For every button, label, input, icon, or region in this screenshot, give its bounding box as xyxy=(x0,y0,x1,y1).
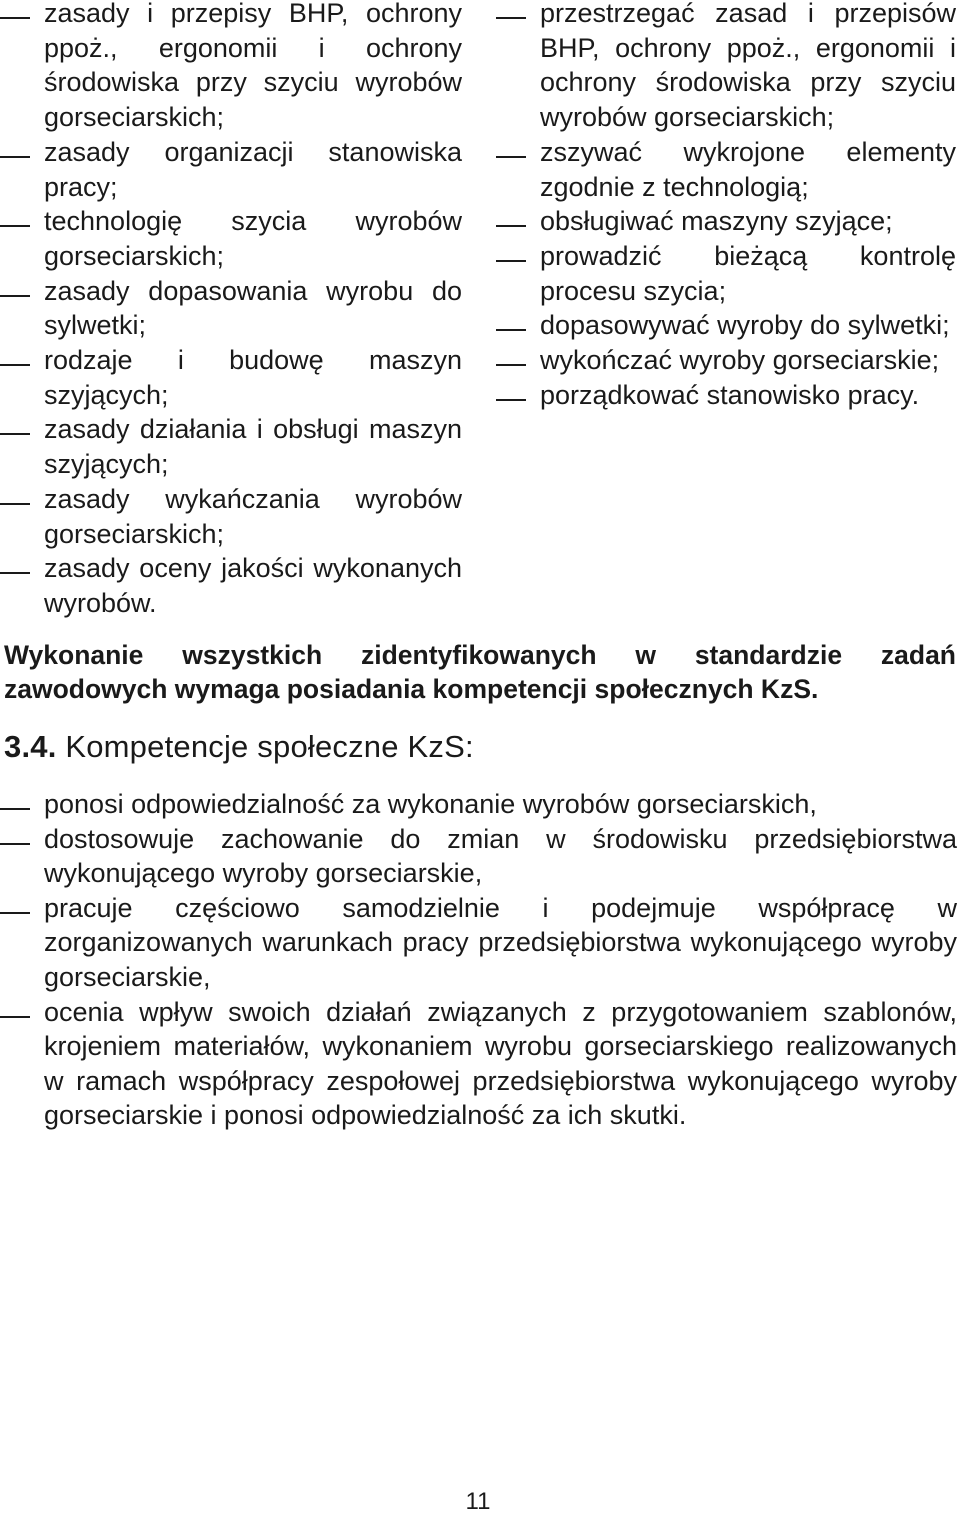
list-item-text: dostosowuje zachowanie do zmian w środowisku przedsiębiorstwa wykonującego wyroby gorseciarskie, xyxy=(44,823,957,889)
dash-bullet xyxy=(496,364,526,366)
list-item xyxy=(0,343,462,412)
list-item xyxy=(0,891,957,995)
list-item-text: wykończać wyroby gorseciarskie; xyxy=(540,345,940,376)
dash-bullet xyxy=(496,329,526,331)
list-item-text: zasady dopasowania wyrobu do sylwetki; xyxy=(44,275,462,341)
list-item xyxy=(0,274,462,343)
list-item xyxy=(0,482,462,551)
list-item xyxy=(0,551,462,620)
list-item xyxy=(0,787,957,822)
list-item xyxy=(496,239,956,308)
dash-bullet xyxy=(496,156,526,158)
list-item xyxy=(0,135,462,204)
list-item-text: pracuje częściowo samodzielnie i podejmuje współpracę w zorganizowanych warunkach pracy przedsiębiorstwa wykonującego wyroby gorseciarskie, xyxy=(44,892,957,992)
list-item-text: porządkować stanowisko pracy. xyxy=(540,379,920,410)
dash-bullet xyxy=(0,1016,30,1018)
list-item-text: zszywać wykrojone elementy zgodnie z technologią; xyxy=(540,136,956,202)
page-number: 11 xyxy=(465,1488,491,1515)
list-item-text: ponosi odpowiedzialność za wykonanie wyrobów gorseciarskich, xyxy=(44,789,817,819)
list-item xyxy=(496,308,956,343)
list-item xyxy=(496,204,956,239)
dash-bullet xyxy=(0,156,30,158)
list-item xyxy=(496,135,956,204)
list-item xyxy=(0,0,462,135)
list-item xyxy=(0,995,957,1133)
skills-list xyxy=(496,0,956,412)
dash-bullet xyxy=(0,433,30,435)
dash-bullet xyxy=(0,912,30,914)
list-item-text: zasady wykańczania wyrobów gorseciarskich; xyxy=(44,483,462,549)
list-item-text: zasady oceny jakości wykonanych wyrobów. xyxy=(44,553,462,618)
dash-bullet xyxy=(0,808,30,810)
dash-bullet xyxy=(0,225,30,227)
dash-bullet xyxy=(0,503,30,505)
list-item-text: zasady działania i obsługi maszyn szyjących; xyxy=(44,414,462,480)
list-item xyxy=(0,412,462,481)
list-item-text: ocenia wpływ swoich działań związanych z przygotowaniem szablonów, krojeniem materiałów, wykonaniem wyrobu gorseciarskiego realizowanych w ramach współpracy zespołowej przedsiębiorstwa wykonującego wyroby gorseciarskie i ponosi odpowiedzialność za ich skutki. xyxy=(44,996,957,1131)
list-item xyxy=(496,343,956,378)
list-item xyxy=(496,378,956,413)
list-item-text: przestrzegać zasad i przepisów BHP, ochrony ppoż., ergonomii i ochrony środowiska przy szyciu wyrobów gorseciarskich; xyxy=(540,0,956,133)
dash-bullet xyxy=(496,225,526,227)
list-item-text: obsługiwać maszyny szyjące; xyxy=(540,206,893,237)
list-item-text: zasady i przepisy BHP, ochrony ppoż., ergonomii i ochrony środowiska przy szyciu wyrobów gorseciarskich; xyxy=(44,0,462,133)
dash-bullet xyxy=(0,295,30,297)
section-title: Kompetencje społeczne KzS: xyxy=(65,729,474,764)
dash-bullet xyxy=(496,17,526,19)
competences-list xyxy=(0,787,957,1133)
section-number: 3.4. xyxy=(4,729,57,764)
list-item xyxy=(496,0,956,135)
list-item-text: zasady organizacji stanowiska pracy; xyxy=(44,136,462,202)
list-item-text: technologię szycia wyrobów gorseciarskich; xyxy=(44,206,462,271)
list-item-text: prowadzić bieżącą kontrolę procesu szycia; xyxy=(540,240,956,306)
intro-paragraph: Wykonanie wszystkich zidentyfikowanych w standardzie zadań zawodowych wymaga posiadania kompetencji społecznych KzS. xyxy=(4,640,956,704)
list-item-text: rodzaje i budowę maszyn szyjących; xyxy=(44,345,462,410)
knowledge-list xyxy=(0,0,462,621)
list-item xyxy=(0,822,957,891)
list-item-text: dopasowywać wyroby do sylwetki; xyxy=(540,310,950,341)
dash-bullet xyxy=(0,843,30,845)
dash-bullet xyxy=(496,260,526,262)
dash-bullet xyxy=(496,399,526,401)
dash-bullet xyxy=(0,17,30,19)
dash-bullet xyxy=(0,364,30,366)
section-heading xyxy=(4,728,474,766)
list-item xyxy=(0,204,462,273)
dash-bullet xyxy=(0,572,30,574)
